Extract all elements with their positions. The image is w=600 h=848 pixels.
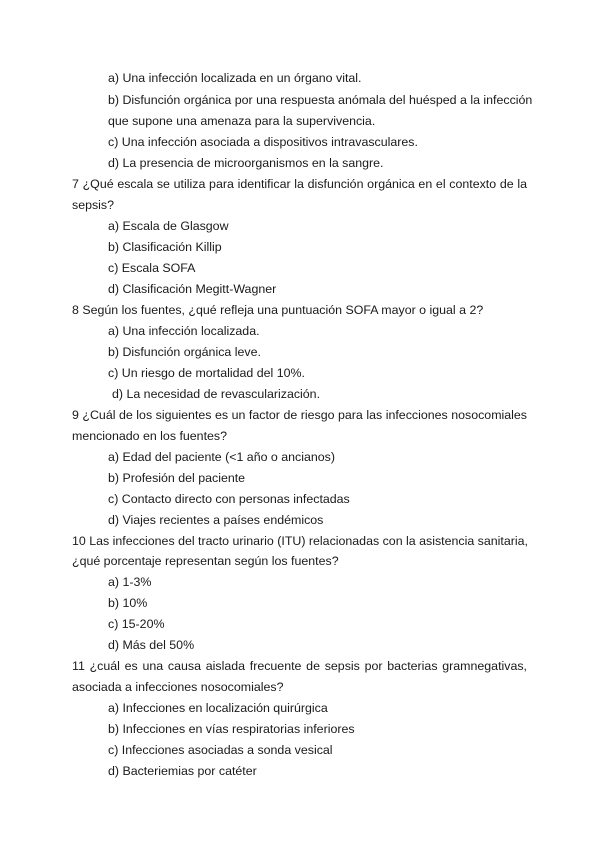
question-7-text: 7 ¿Qué escala se utiliza para identificar la disfunción orgánica en el contexto de la [72,177,527,191]
prev-option-a: a) Una infección localizada en un órgano vital. [108,71,362,85]
prev-option-b-continuation: que supone una amenaza para la supervivencia. [108,114,376,128]
prev-option-b: b) Disfunción orgánica por una respuesta anómala del huésped a la infección [108,93,533,107]
q8-option-d: d) La necesidad de revascularización. [112,387,321,401]
q8-option-c: c) Un riesgo de mortalidad del 10%. [108,366,305,380]
q11-option-a: a) Infecciones en localización quirúrgica [108,701,328,715]
q10-option-c: c) 15-20% [108,617,165,631]
question-11-text-continuation: asociada a infecciones nosocomiales? [72,680,284,694]
q10-option-a: a) 1-3% [108,575,152,589]
prev-option-c: c) Una infección asociada a dispositivos intravasculares. [108,135,418,149]
q9-option-b: b) Profesión del paciente [108,471,246,485]
q9-option-c: c) Contacto directo con personas infectadas [108,492,350,506]
question-7-text-continuation: sepsis? [72,198,115,212]
question-10-text-continuation: ¿qué porcentaje representan según los fuentes? [72,554,339,568]
q7-option-d: d) Clasificación Megitt-Wagner [108,282,277,296]
q7-option-b: b) Clasificación Killip [108,240,222,254]
question-11-text: 11 ¿cuál es una causa aislada frecuente de sepsis por bacterias gramnegativas, [72,659,527,673]
q11-option-b: b) Infecciones en vías respiratorias inferiores [108,722,355,736]
q9-option-d: d) Viajes recientes a países endémicos [108,513,324,527]
q11-option-c: c) Infecciones asociadas a sonda vesical [108,743,333,757]
q11-option-d: d) Bacteriemias por catéter [108,764,257,778]
q10-option-d: d) Más del 50% [108,638,195,652]
q8-option-a: a) Una infección localizada. [108,324,260,338]
q9-option-a: a) Edad del paciente (<1 año o ancianos) [108,450,335,464]
q10-option-b: b) 10% [108,596,148,610]
q7-option-a: a) Escala de Glasgow [108,219,229,233]
prev-option-d: d) La presencia de microorganismos en la sangre. [108,156,384,170]
question-10-text: 10 Las infecciones del tracto urinario (ITU) relacionadas con la asistencia sanitaria, [72,534,528,548]
question-9-text-continuation: mencionado en los fuentes? [72,429,227,443]
question-8-text: 8 Según los fuentes, ¿qué refleja una puntuación SOFA mayor o igual a 2? [72,303,484,317]
q8-option-b: b) Disfunción orgánica leve. [108,345,261,359]
q7-option-c: c) Escala SOFA [108,261,196,275]
question-9-text: 9 ¿Cuál de los siguientes es un factor de riesgo para las infecciones nosocomiales [72,408,527,422]
